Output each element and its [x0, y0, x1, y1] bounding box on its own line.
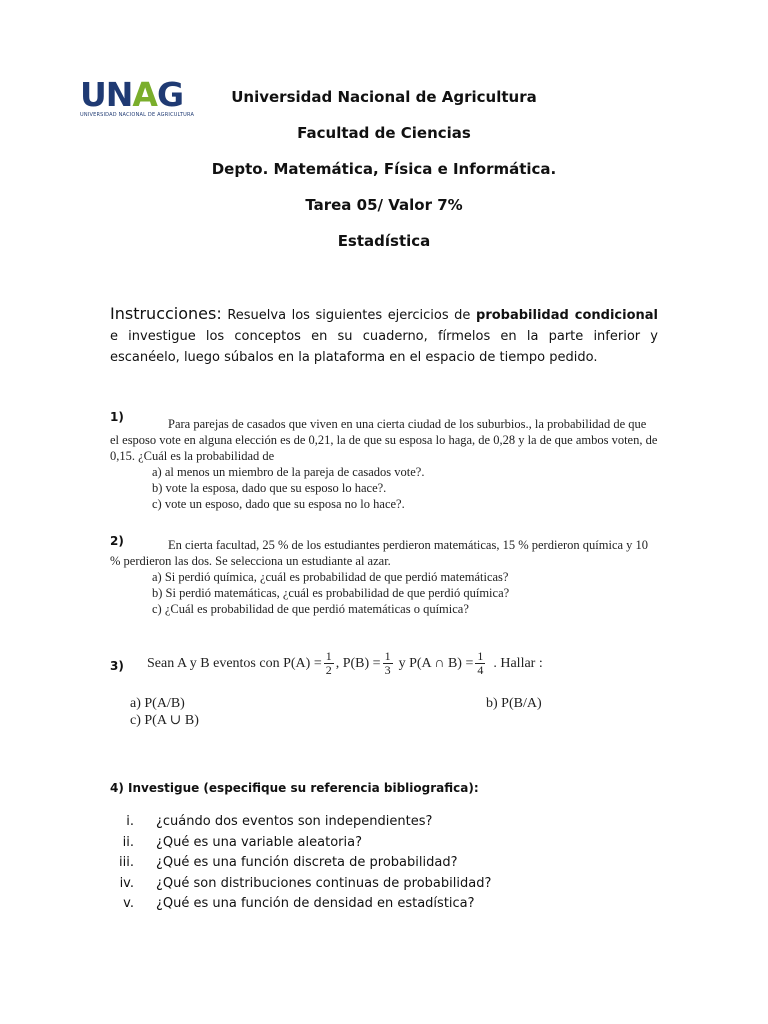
q3-pa-fraction — [324, 650, 334, 677]
list-item-text: ¿cuándo dos eventos son independientes? — [156, 814, 433, 829]
list-item-number: iii. — [119, 855, 134, 870]
q3-pb-label: , P(B) = — [335, 655, 381, 671]
q3-pab-label: y P(A ∩ B) = — [398, 655, 474, 671]
q2-number: 2) — [110, 534, 124, 548]
q3-pb-den: 3 — [384, 663, 391, 677]
instructions-text-before: Resuelva los siguientes ejercicios de — [227, 308, 471, 323]
q1-item-a: a) al menos un miembro de la pareja de casados vote?. — [152, 465, 425, 479]
logo-letter-a: A — [132, 75, 157, 114]
q3-item-c: c) P(A ∪ B) — [130, 713, 199, 728]
assignment-title: Tarea 05/ Valor 7% — [305, 196, 463, 214]
list-item-text: ¿Qué son distribuciones continuas de probabilidad? — [156, 875, 492, 891]
list-item-number: iv. — [119, 875, 134, 891]
department-title: Depto. Matemática, Física e Informática. — [211, 160, 557, 178]
list-item — [110, 853, 491, 874]
q3-pab-num: 1 — [477, 649, 484, 663]
q2-text: En cierta facultad, 25 % de los estudiantes perdieron matemáticas, 15 % perdieron química y 10 % perdieron las dos. Se selecciona un estudiante al azar. — [110, 538, 649, 568]
q2-block — [110, 537, 658, 617]
q3-item-a: a) P(A/B) — [130, 696, 185, 711]
q3-pb-num: 1 — [384, 649, 391, 663]
list-item-number: i. — [126, 814, 134, 829]
q3-pb-fraction — [383, 650, 393, 677]
q3-number: 3) — [110, 659, 124, 673]
instructions-text-after: e investigue los conceptos en su cuaderno, fírmelos en la parte inferior y escanéelo, luego súbalos en la plataforma en el espacio de tiempo pedido. — [110, 329, 658, 365]
q1-number: 1) — [110, 410, 124, 424]
list-item — [110, 812, 491, 833]
faculty-title: Facultad de Ciencias — [297, 124, 471, 142]
q1-item-b: b) vote la esposa, dado que su esposo lo hace?. — [152, 481, 387, 495]
q1-block — [110, 416, 658, 512]
logo-letter-u: U — [80, 75, 106, 114]
q3-statement — [147, 650, 587, 677]
logo-subtitle: UNIVERSIDAD NACIONAL DE AGRICULTURA — [80, 112, 195, 118]
q4-list — [110, 812, 491, 915]
q3-intro: Sean A y B eventos con P(A) = — [147, 655, 322, 671]
logo-letter-n: N — [105, 75, 133, 114]
list-item — [110, 874, 491, 895]
logo-letter-g: G — [156, 75, 184, 114]
q3-pab-den: 4 — [477, 663, 484, 677]
q3-pab-fraction — [475, 650, 485, 677]
list-item-text: ¿Qué es una función discreta de probabilidad? — [156, 855, 458, 870]
q3-tail: . Hallar : — [493, 655, 543, 671]
q3-pa-den: 2 — [325, 663, 332, 677]
list-item-number: ii. — [122, 834, 134, 850]
course-title: Estadística — [337, 232, 431, 250]
q4-title: 4) Investigue (especifique su referencia bibliografica): — [110, 781, 479, 795]
q3-pa-num: 1 — [325, 649, 332, 663]
q1-item-c: c) vote un esposo, dado que su esposa no lo hace?. — [152, 497, 405, 511]
list-item — [110, 833, 491, 854]
list-item — [110, 894, 491, 915]
instructions — [110, 303, 658, 368]
q2-item-a: a) Si perdió química, ¿cuál es probabilidad de que perdió matemáticas? — [152, 570, 509, 584]
q1-text: Para parejas de casados que viven en una cierta ciudad de los suburbios., la probabilidad de que el esposo vote en alguna elección es de 0,21, la de que su esposa lo haga, de 0,28 y la de que ambos voten, de 0,15. ¿Cuál es la probabilidad de — [110, 417, 658, 463]
q2-item-b: b) Si perdió matemáticas, ¿cuál es probabilidad de que perdió química? — [152, 586, 510, 600]
list-item-text: ¿Qué es una variable aleatoria? — [156, 834, 362, 850]
list-item-number: v. — [123, 896, 134, 911]
instructions-bold: probabilidad condicional — [476, 308, 658, 323]
q3-item-b: b) P(B/A) — [486, 696, 542, 711]
instructions-lead: Instrucciones: — [110, 304, 222, 323]
q2-item-c: c) ¿Cuál es probabilidad de que perdió matemáticas o química? — [152, 602, 469, 616]
university-title: Universidad Nacional de Agricultura — [231, 88, 537, 106]
list-item-text: ¿Qué es una función de densidad en estadística? — [156, 896, 475, 911]
